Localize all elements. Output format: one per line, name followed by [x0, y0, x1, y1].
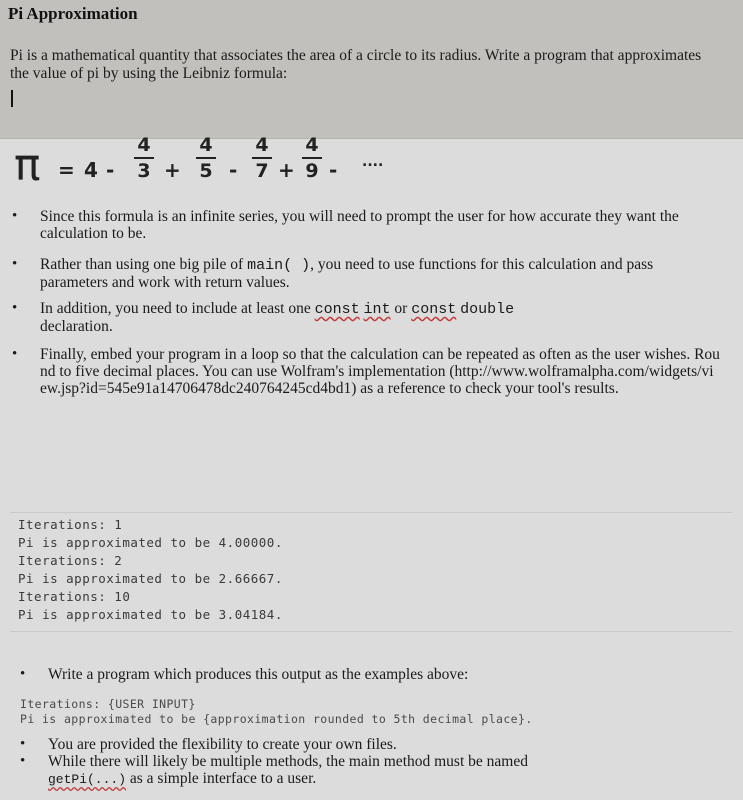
fraction-bar: [196, 157, 216, 159]
example-output-box: [10, 512, 732, 632]
term-op: +: [164, 158, 181, 182]
code-snippet: const: [411, 301, 457, 318]
fraction: [134, 134, 154, 182]
fraction-bar: [252, 157, 272, 159]
list-item-text: or: [394, 300, 408, 317]
term-op: -: [106, 158, 115, 182]
list-item-text: You are provided the flexibility to create your own files.: [48, 736, 397, 753]
bullet-icon: •: [20, 736, 26, 752]
format-line: Iterations: {USER INPUT}: [20, 697, 196, 711]
term-op: +: [278, 158, 295, 182]
list-item-text: Finally, embed your program in a loop so that the calculation can be repeated as often as the user wishes. Round to five decimal places. You can use Wolfram's implementation (http://www.wolframalpha.com/widgets/view.jsp?id=545e91a14706478dc240764245cd4bd1) as a reference to check your tool's results.: [40, 346, 720, 397]
output-line: Pi is approximated to be 2.66667.: [18, 571, 283, 586]
list-item: [20, 736, 718, 753]
denominator: 9: [305, 160, 319, 182]
output-line: Pi is approximated to be 3.04184.: [18, 607, 283, 622]
numerator: 4: [199, 134, 213, 156]
output-line: Iterations: 2: [18, 553, 123, 568]
denominator: 5: [199, 160, 213, 182]
denominator: 7: [255, 160, 269, 182]
code-snippet: const: [314, 301, 360, 318]
bullet-icon: •: [12, 208, 18, 224]
bullet-icon: •: [20, 666, 26, 682]
page-title: Pi Approximation: [8, 4, 138, 23]
list-item-text: While there will likely be multiple methods, the main method must be named: [48, 753, 528, 770]
list-item-text: Since this formula is an infinite series, you will need to prompt the user for how accurate they want the calculation to be.: [40, 208, 679, 242]
bullet-icon: •: [12, 300, 18, 316]
output-line: Pi is approximated to be 4.00000.: [18, 535, 283, 550]
list-item: [20, 753, 718, 788]
list-item-text: declaration.: [40, 318, 113, 335]
leibniz-formula: [14, 132, 414, 202]
trailing-op: -: [329, 158, 338, 182]
equals-sign: =: [58, 158, 75, 182]
bullet-icon: •: [20, 753, 26, 769]
term-op: -: [229, 158, 238, 182]
first-term: 4: [84, 158, 98, 182]
fraction: [252, 134, 272, 182]
fraction: [302, 134, 322, 182]
code-snippet: getPi(...): [48, 772, 127, 787]
intro-paragraph: Pi is a mathematical quantity that associates the area of a circle to its radius. Write a program that approximates the value of pi by using the Leibniz formula:: [10, 47, 702, 82]
text-cursor: [11, 90, 13, 107]
bullet-icon: •: [12, 256, 18, 272]
list-item-text: as a simple interface to a user.: [129, 770, 317, 787]
output-line: Iterations: 10: [18, 589, 131, 604]
fraction-bar: [134, 157, 154, 159]
denominator: 3: [137, 160, 151, 182]
list-item-text: In addition, you need to include at least one: [40, 300, 311, 317]
numerator: 4: [137, 134, 151, 156]
list-item-text: , you need to use functions for this calculation and pass parameters and work with return values.: [40, 256, 654, 291]
list-item: [12, 256, 720, 291]
code-snippet: double: [460, 301, 515, 318]
list-item: [12, 300, 720, 335]
list-item-text: Rather than using one big pile of: [40, 256, 244, 273]
ellipsis: ....: [362, 154, 384, 170]
list-item-text: Write a program which produces this output as the examples above:: [48, 666, 469, 683]
fraction-bar: [302, 157, 322, 159]
output-line: Iterations: 1: [18, 517, 123, 532]
numerator: 4: [255, 134, 269, 156]
code-snippet: main( ): [247, 257, 311, 274]
fraction: [196, 134, 216, 182]
format-line: Pi is approximated to be {approximation rounded to 5th decimal place}.: [20, 712, 533, 726]
numerator: 4: [305, 134, 319, 156]
code-snippet: int: [363, 301, 391, 318]
bullet-icon: •: [12, 346, 18, 362]
pi-symbol: π: [14, 140, 41, 191]
list-item: [20, 666, 718, 683]
list-item: [12, 346, 720, 397]
list-item: [12, 208, 720, 242]
